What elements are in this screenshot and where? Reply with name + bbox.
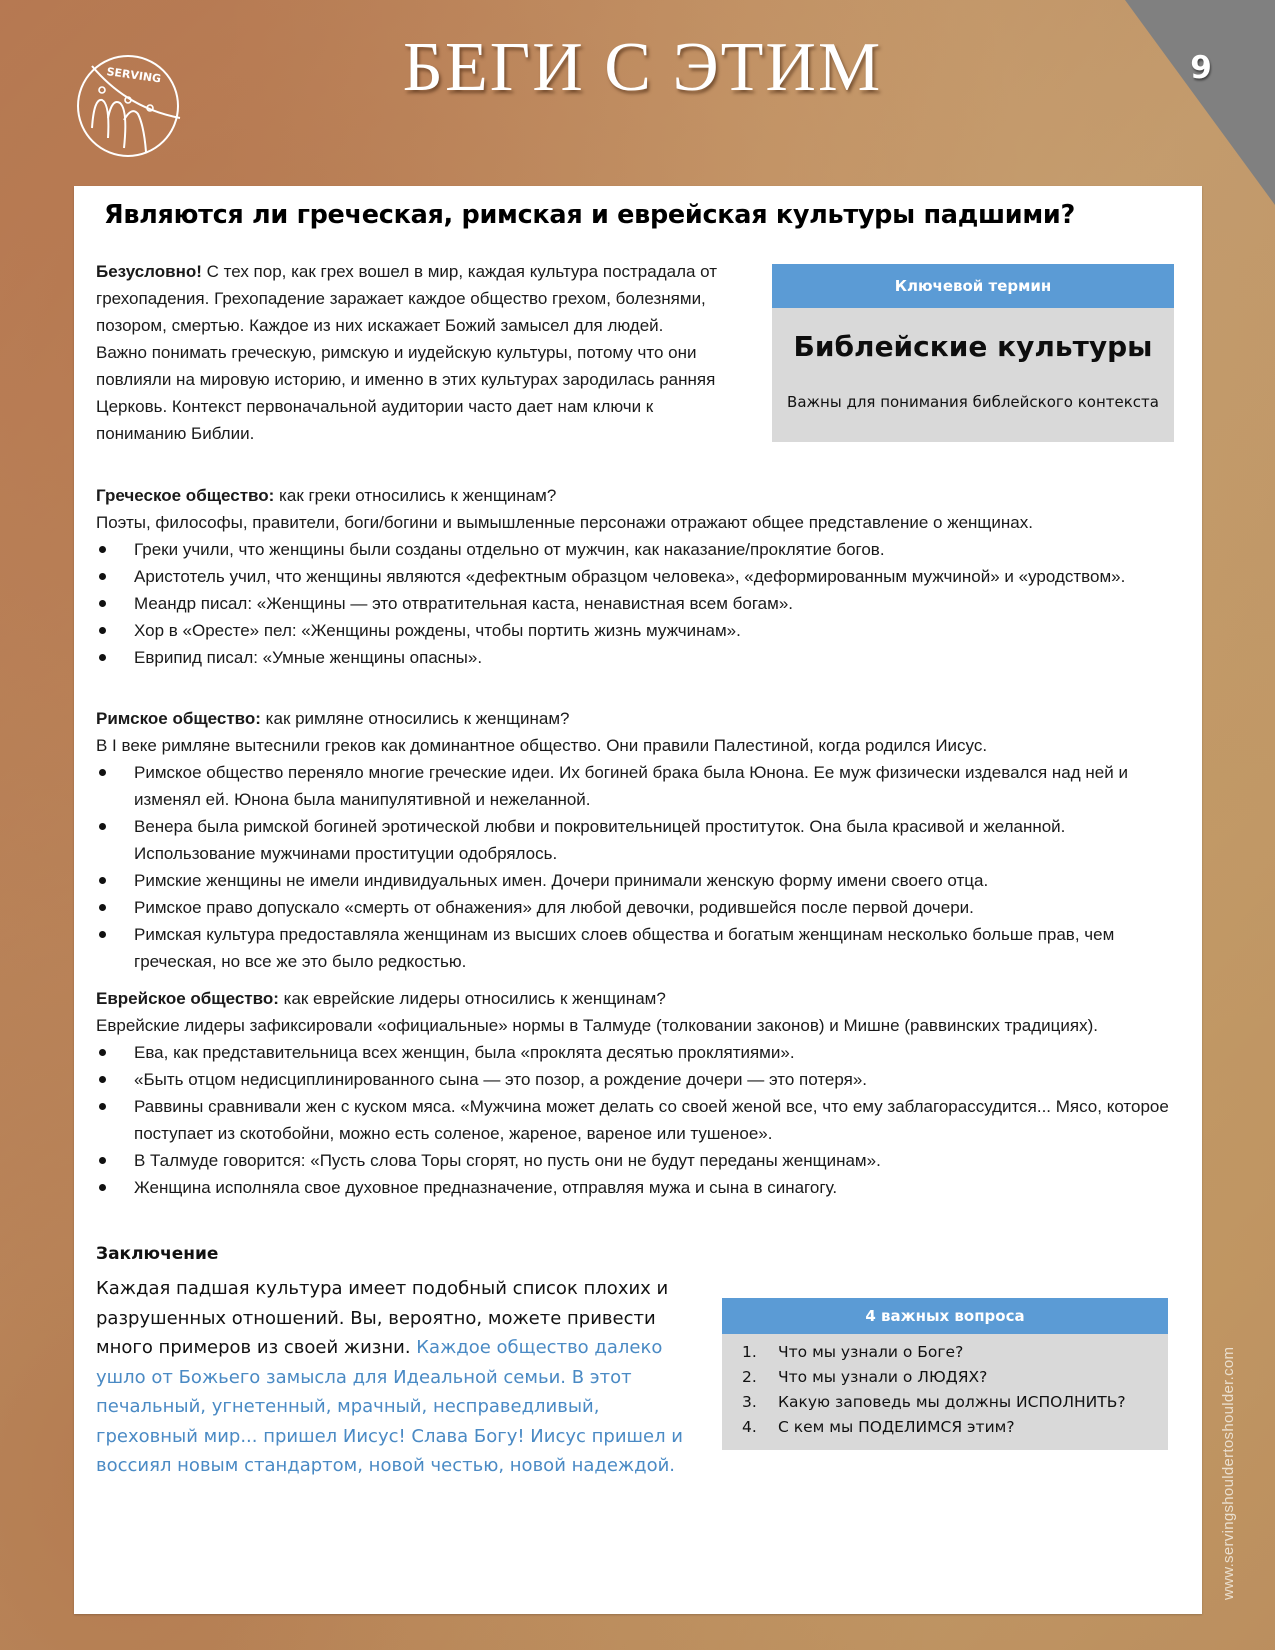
list-item: Аристотель учил, что женщины являются «дефектным образцом человека», «деформированным мужчиной» и «уродством». (96, 563, 1186, 590)
list-item: В Талмуде говорится: «Пусть слова Торы сгорят, но пусть они не будут переданы женщинам». (96, 1147, 1186, 1174)
banner-title: БЕГИ С ЭТИМ (402, 29, 883, 106)
list-item: Еврипид писал: «Умные женщины опасны». (96, 644, 1186, 671)
section-lead: В I веке римляне вытеснили греков как доминантное общество. Они правили Палестиной, когда родился Иисус. (96, 736, 988, 755)
list-item: Ева, как представительница всех женщин, была «проклята десятью проклятиями». (96, 1039, 1186, 1066)
content-sheet (74, 186, 1202, 1614)
conclusion-heading: Заключение (96, 1244, 219, 1264)
list-item: Раввины сравнивали жен с куском мяса. «Мужчина может делать со своей женой все, что ему заблагорассудится... Мясо, которое поступает из скотобойни, можно есть соленое, жареное, вареное или тушеное». (96, 1093, 1186, 1147)
intro-lead-text: С тех пор, как грех вошел в мир, каждая культура пострадала от грехопадения. Грехопадение заражает каждое общество грехом, болезнями, позором, смертью. Каждое из них искажает Божий замысел для людей. (96, 262, 718, 335)
questions-box (722, 1298, 1168, 1450)
list-item: Хор в «Оресте» пел: «Женщины рождены, чтобы портить жизнь мужчинам». (96, 617, 1186, 644)
bullet-list (96, 536, 1186, 671)
key-term-title: Библейские культуры (793, 330, 1153, 363)
section-heading-bold: Греческое общество: (96, 486, 275, 505)
svg-text:SERVING: SERVING (105, 65, 162, 86)
section-lead: Еврейские лидеры зафиксировали «официальные» нормы в Талмуде (толковании законов) и Мишне (раввинских традициях). (96, 1016, 1098, 1035)
list-item: Римская культура предоставляла женщинам из высших слоев общества и богатым женщинам несколько больше прав, чем греческая, но все же это было редкостью. (96, 921, 1186, 975)
intro-lead-bold: Безусловно! (96, 262, 202, 281)
key-term-header: Ключевой термин (772, 264, 1174, 308)
section-lead: Поэты, философы, правители, боги/богини и вымышленные персонажи отражают общее представление о женщинах. (96, 513, 1033, 532)
list-item: Римское право допускало «смерть от обнажения» для любой девочки, родившейся после первой дочери. (96, 894, 1186, 921)
intro-text (96, 258, 746, 447)
intro-paragraph-2: Важно понимать греческую, римскую и иудейскую культуры, потому что они повлияли на мировую историю, и именно в этих культурах зародилась ранняя Церковь. Контекст первоначальной аудитории часто дает нам ключи к пониманию Библии. (96, 343, 716, 443)
roman-society-section (96, 705, 1186, 975)
page-number: 9 (1190, 50, 1212, 86)
list-item: Римские женщины не имели индивидуальных имен. Дочери принимали женскую форму имени своего отца. (96, 867, 1186, 894)
section-heading-text: как римляне относились к женщинам? (260, 709, 570, 728)
key-term-box (772, 264, 1174, 442)
list-item: Меандр писал: «Женщины — это отвратительная каста, ненавистная всем богам». (96, 590, 1186, 617)
section-heading-text: как греки относились к женщинам? (274, 486, 557, 505)
section-heading-bold: Римское общество: (96, 709, 261, 728)
question-item: 1. Что мы узнали о Боге? (742, 1343, 964, 1361)
questions-header: 4 важных вопроса (722, 1298, 1168, 1334)
questions-list (722, 1340, 1168, 1440)
conclusion-text-blue: Каждое общество далеко ушло от Божьего замысла для Идеальной семьи. В этот печальный, угнетенный, мрачный, несправедливый, греховный мир... пришел Иисус! Слава Богу! Иисус пришел и воссиял новым стандартом, новой честью, новой надеждой. (96, 1337, 683, 1476)
list-item: Греки учили, что женщины были созданы отдельно от мужчин, как наказание/проклятие богов. (96, 536, 1186, 563)
page-title: Являются ли греческая, римская и еврейская культуры падшими? (104, 200, 1075, 230)
question-item: 3. Какую заповедь мы должны ИСПОЛНИТЬ? (742, 1393, 1126, 1411)
conclusion-text-black: Каждая падшая культура имеет подобный список плохих и разрушенных отношений. Вы, вероятно, можете привести много примеров из своей жизни. (96, 1278, 669, 1358)
conclusion-text (96, 1274, 696, 1481)
question-item: 2. Что мы узнали о ЛЮДЯХ? (742, 1368, 988, 1386)
bullet-list (96, 759, 1186, 975)
section-heading-text: как еврейские лидеры относились к женщинам? (278, 989, 666, 1008)
question-item: 4. С кем мы ПОДЕЛИМСЯ этим? (742, 1418, 1015, 1436)
jewish-society-section (96, 985, 1186, 1201)
list-item: Женщина исполняла свое духовное предназначение, отправляя мужа и сына в синагогу. (96, 1174, 1186, 1201)
section-heading-bold: Еврейское общество: (96, 989, 279, 1008)
key-term-subtitle: Важны для понимания библейского контекста (787, 393, 1159, 411)
website-url[interactable]: www.servingshouldertoshoulder.com (1220, 1346, 1237, 1600)
bullet-list (96, 1039, 1186, 1201)
list-item: Римское общество переняло многие греческие идеи. Их богиней брака была Юнона. Ее муж физически издевался над ней и изменял ей. Юнона была манипулятивной и нежеланной. (96, 759, 1186, 813)
list-item: «Быть отцом недисциплинированного сына — это позор, а рождение дочери — это потеря». (96, 1066, 1186, 1093)
greek-society-section (96, 482, 1186, 671)
list-item: Венера была римской богиней эротической любви и покровительницей проституток. Она была красивой и желанной. Использование мужчинами проституции одобрялось. (96, 813, 1186, 867)
